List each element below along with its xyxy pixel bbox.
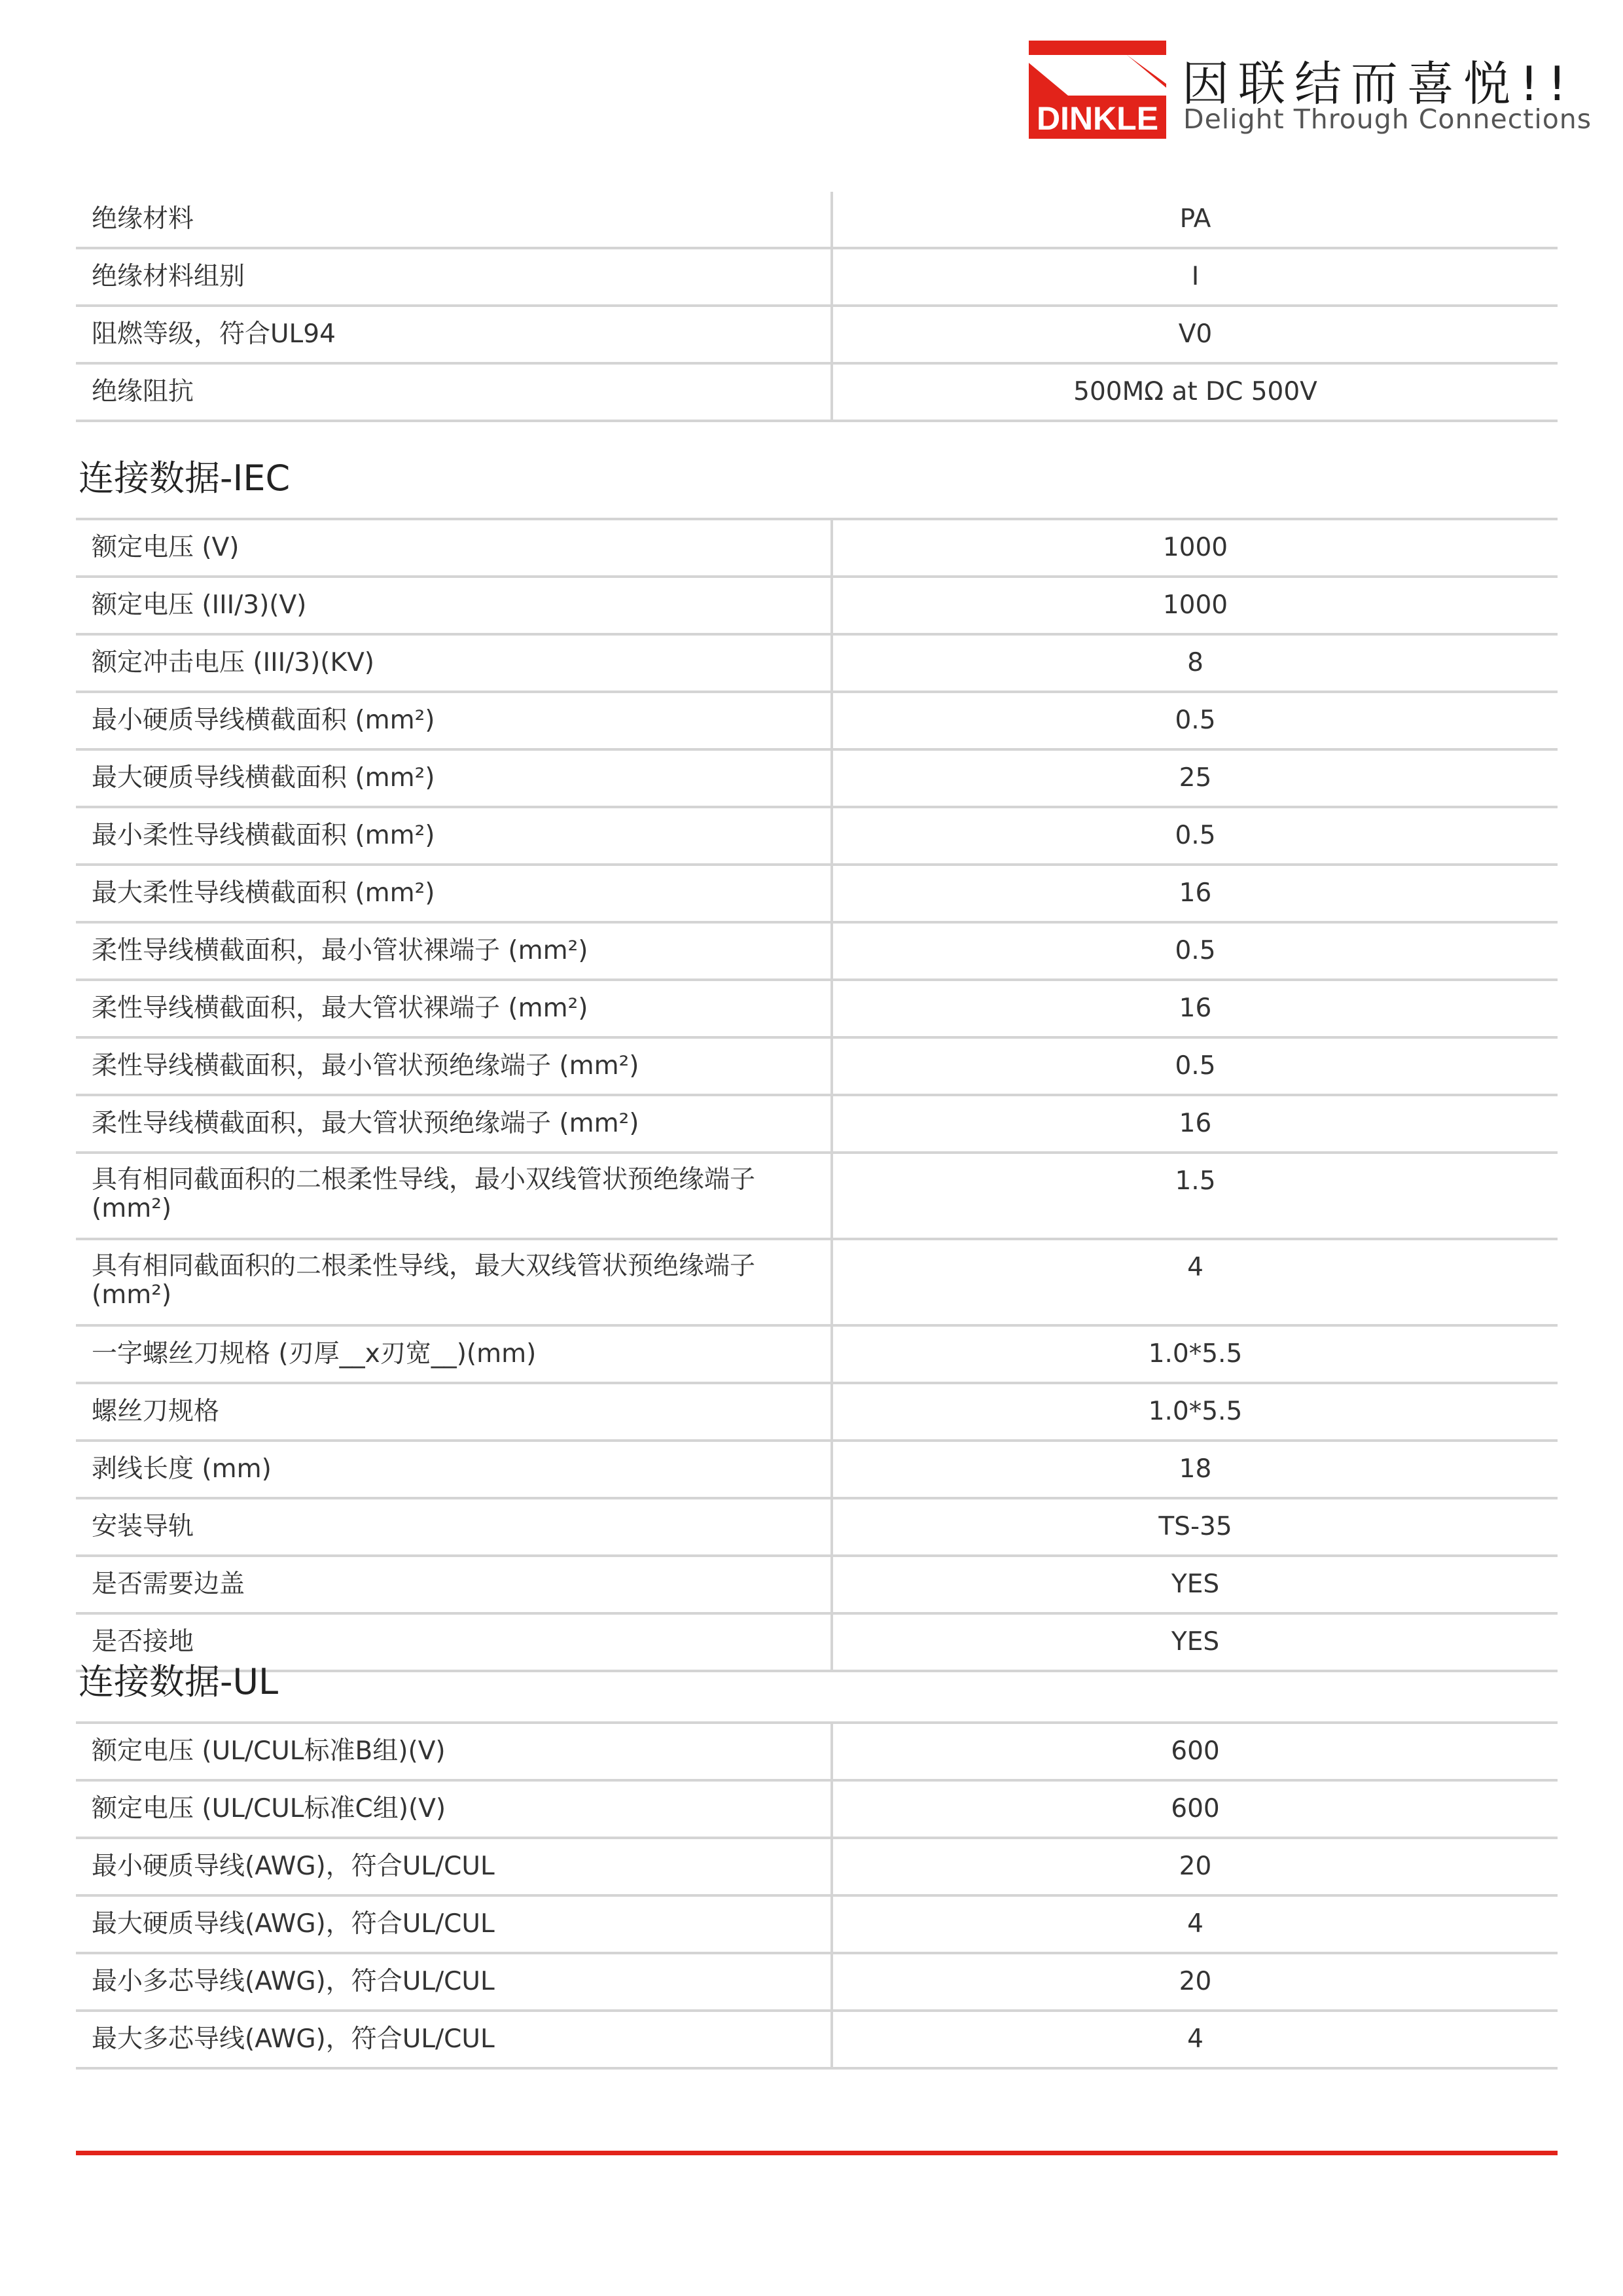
table-row (76, 1613, 1558, 1671)
spec-value: 0.5 (832, 692, 1558, 749)
spec-label: 剥线长度 (mm) (76, 1441, 832, 1498)
spec-label: 额定冲击电压 (III/3)(KV) (76, 634, 832, 692)
spec-label: 阻燃等级，符合UL94 (76, 306, 832, 363)
brand-slogan: 因联结而喜悦!! (1182, 56, 1576, 111)
spec-label: 最大硬质导线(AWG)，符合UL/CUL (76, 1895, 832, 1953)
spec-label: 是否需要边盖 (76, 1556, 832, 1613)
spec-value: 4 (832, 1239, 1558, 1325)
spec-label: 柔性导线横截面积，最大管状预绝缘端子 (mm²) (76, 1095, 832, 1153)
brand-name: DINKLE (1036, 100, 1159, 137)
table-row (76, 865, 1558, 922)
spec-value: 600 (832, 1780, 1558, 1838)
section-title-iec: 连接数据-IEC (79, 457, 291, 499)
table-row (76, 248, 1558, 306)
spec-label: 柔性导线横截面积，最小管状预绝缘端子 (mm²) (76, 1037, 832, 1095)
iec-spec-table (76, 518, 1558, 1672)
spec-value: 4 (832, 2011, 1558, 2068)
table-row (76, 2011, 1558, 2068)
general-spec-table (76, 192, 1558, 422)
spec-value: 16 (832, 865, 1558, 922)
table-row (76, 1953, 1558, 2011)
spec-value: 16 (832, 980, 1558, 1037)
table-row (76, 980, 1558, 1037)
table-row (76, 692, 1558, 749)
spec-label: 绝缘阻抗 (76, 363, 832, 421)
footer-divider (76, 2151, 1558, 2155)
spec-label: 一字螺丝刀规格 (刃厚__x刃宽__)(mm) (76, 1325, 832, 1383)
table-row (76, 1498, 1558, 1556)
table-row (76, 1838, 1558, 1895)
spec-label: 额定电压 (III/3)(V) (76, 577, 832, 634)
spec-value: 0.5 (832, 807, 1558, 865)
spec-value: 25 (832, 749, 1558, 807)
spec-value: 1000 (832, 577, 1558, 634)
spec-label: 最小柔性导线横截面积 (mm²) (76, 807, 832, 865)
spec-value: 1.5 (832, 1153, 1558, 1239)
spec-label: 具有相同截面积的二根柔性导线，最大双线管状预绝缘端子 (mm²) (76, 1239, 832, 1325)
spec-label: 最大柔性导线横截面积 (mm²) (76, 865, 832, 922)
table-row (76, 1239, 1558, 1325)
dinkle-logo-icon (1029, 41, 1166, 139)
spec-value: 4 (832, 1895, 1558, 1953)
spec-label: 最小多芯导线(AWG)，符合UL/CUL (76, 1953, 832, 2011)
spec-label: 最大多芯导线(AWG)，符合UL/CUL (76, 2011, 832, 2068)
table-row (76, 577, 1558, 634)
table-row (76, 1556, 1558, 1613)
spec-value: 18 (832, 1441, 1558, 1498)
spec-label: 螺丝刀规格 (76, 1383, 832, 1441)
spec-value: 1.0*5.5 (832, 1325, 1558, 1383)
table-row (76, 1895, 1558, 1953)
table-row (76, 807, 1558, 865)
spec-label: 最小硬质导线(AWG)，符合UL/CUL (76, 1838, 832, 1895)
spec-value: YES (832, 1556, 1558, 1613)
spec-value: 1.0*5.5 (832, 1383, 1558, 1441)
spec-label: 是否接地 (76, 1613, 832, 1671)
spec-value: 1000 (832, 520, 1558, 577)
spec-label: 最大硬质导线横截面积 (mm²) (76, 749, 832, 807)
table-row (76, 1037, 1558, 1095)
spec-label: 柔性导线横截面积，最大管状裸端子 (mm²) (76, 980, 832, 1037)
brand-tagline: Delight Through Connections (1183, 103, 1592, 135)
spec-value: 0.5 (832, 922, 1558, 980)
table-row (76, 363, 1558, 421)
spec-value: 500MΩ at DC 500V (832, 363, 1558, 421)
table-row (76, 634, 1558, 692)
spec-label: 绝缘材料组别 (76, 248, 832, 306)
spec-label: 额定电压 (UL/CUL标准C组)(V) (76, 1780, 832, 1838)
table-row (76, 1383, 1558, 1441)
spec-label: 最小硬质导线横截面积 (mm²) (76, 692, 832, 749)
spec-label: 额定电压 (V) (76, 520, 832, 577)
table-row (76, 520, 1558, 577)
spec-value: TS-35 (832, 1498, 1558, 1556)
table-row (76, 1724, 1558, 1780)
table-row (76, 1780, 1558, 1838)
spec-value: 16 (832, 1095, 1558, 1153)
spec-value: PA (832, 192, 1558, 248)
spec-value: 0.5 (832, 1037, 1558, 1095)
spec-label: 安装导轨 (76, 1498, 832, 1556)
spec-value: 20 (832, 1953, 1558, 2011)
table-row (76, 1441, 1558, 1498)
spec-label: 具有相同截面积的二根柔性导线，最小双线管状预绝缘端子 (mm²) (76, 1153, 832, 1239)
ul-spec-table (76, 1721, 1558, 2070)
table-row (76, 749, 1558, 807)
table-row (76, 1325, 1558, 1383)
table-row (76, 192, 1558, 248)
spec-label: 柔性导线横截面积，最小管状裸端子 (mm²) (76, 922, 832, 980)
table-row (76, 1153, 1558, 1239)
dinkle-logo (1029, 41, 1592, 145)
spec-value: 8 (832, 634, 1558, 692)
table-row (76, 922, 1558, 980)
spec-label: 绝缘材料 (76, 192, 832, 248)
spec-value: 20 (832, 1838, 1558, 1895)
spec-value: I (832, 248, 1558, 306)
spec-value: V0 (832, 306, 1558, 363)
table-row (76, 1095, 1558, 1153)
spec-value: 600 (832, 1724, 1558, 1780)
table-row (76, 306, 1558, 363)
spec-value: YES (832, 1613, 1558, 1671)
section-title-ul: 连接数据-UL (79, 1661, 279, 1702)
spec-label: 额定电压 (UL/CUL标准B组)(V) (76, 1724, 832, 1780)
